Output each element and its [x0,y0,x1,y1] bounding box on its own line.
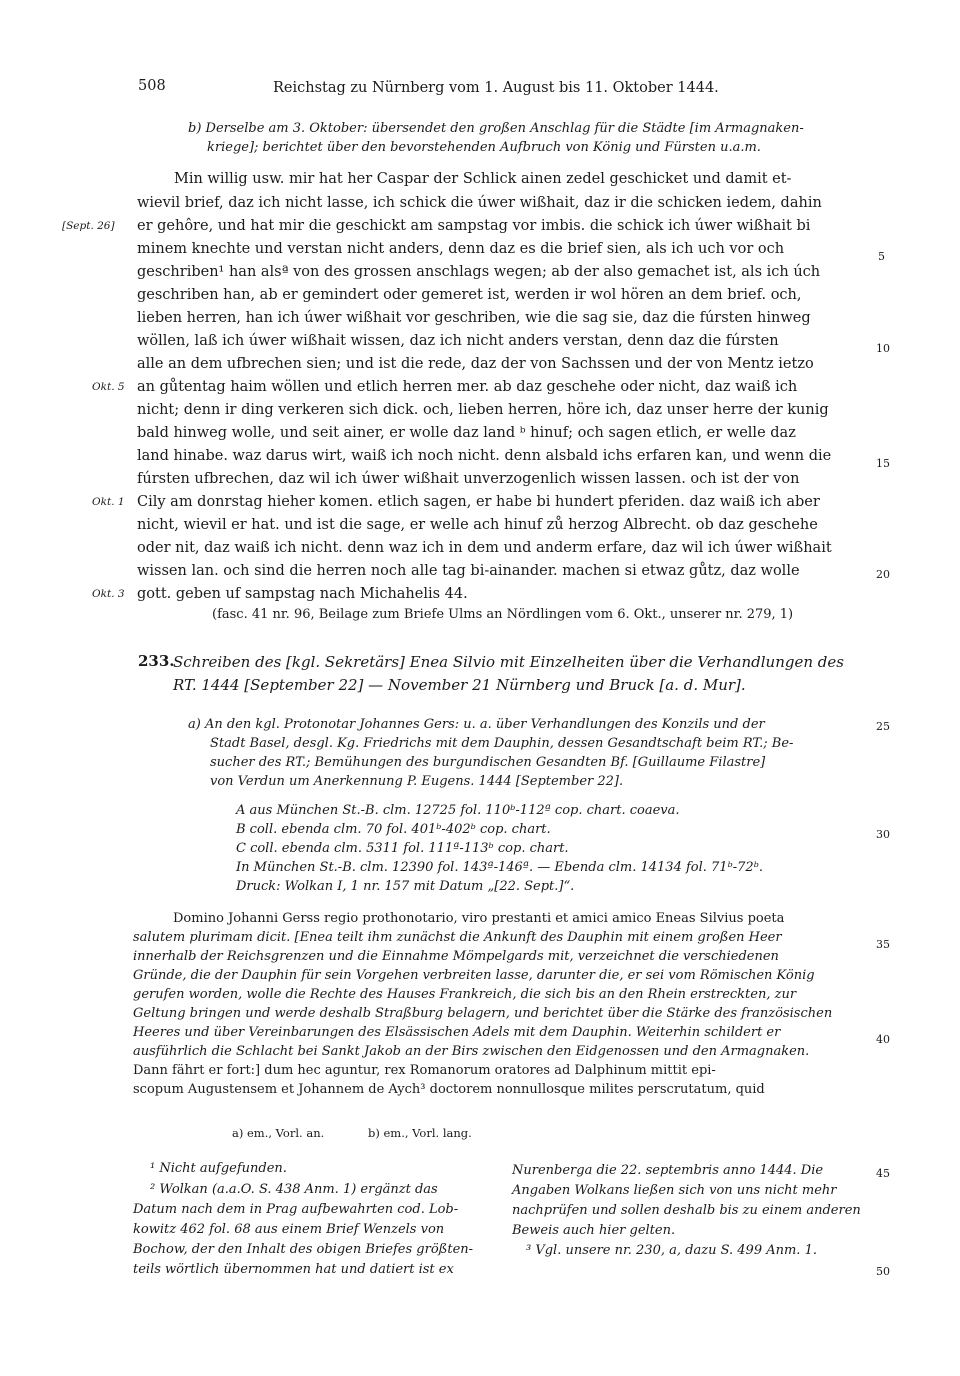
text-line: nicht, wievil er hat. und ist die sage, er welle ach hinuf zů herzog Albrecht. ob daz geschehe [137,517,818,533]
text-line: geschriben han, ab er gemindert oder gemeret ist, werden ir wol hören an dem brief. och, [137,287,802,303]
margin-date: [Sept. 26] [62,220,115,232]
body-line: Dann fährt er fort:] dum hec aguntur, rex Romanorum oratores ad Dalphinum mittit epi- [133,1063,716,1078]
text-line: wissen lan. och sind die herren noch alle tag bi-ainander. machen si etwaz gůtz, daz wolle [137,563,800,579]
page-number: 508 [138,78,166,94]
body-line: scopum Augustensem et Johannem de Aych³ doctorem nonnullosque milites perscrutatum, quid [133,1082,765,1097]
part-b-heading-line-2: kriege]; berichtet über den bevorstehenden Aufbruch von König und Fürsten u.a.m. [207,140,761,155]
text-line: Min willig usw. mir hat her Caspar der Schlick ainen zedel geschicket und damit et- [174,171,792,187]
text-line: lieben herren, han ich úwer wißhait vor geschriben, wie die sag sie, daz die fúrsten hinweg [137,310,811,326]
line-number: 50 [876,1265,890,1278]
section-number: 233. [138,652,175,670]
footnote-line: teils wörtlich übernommen hat und datiert ist ex [133,1262,454,1277]
apparatus-note-a: a) em., Vorl. an. [232,1126,325,1140]
sub-a-line: Stadt Basel, desgl. Kg. Friedrichs mit dem Dauphin, dessen Gesandtschaft beim RT.; Be- [210,736,794,751]
body-line: salutem plurimam dicit. [Enea teilt ihm zunächst die Ankunft des Dauphin mit einem großen Heer [133,930,782,945]
text-line: an gůtentag haim wöllen und etlich herren mer. ab daz geschehe oder nicht, daz waiß ich [137,379,798,395]
line-number: 40 [876,1033,890,1046]
line-number: 25 [876,720,890,733]
line-number: 30 [876,828,890,841]
footnote-line: ¹ Nicht aufgefunden. [150,1161,287,1176]
footnote-line: Nurenberga die 22. septembris anno 1444. Die [512,1163,824,1178]
witness-line: A aus München St.-B. clm. 12725 fol. 110ᵇ-112ª cop. chart. coaeva. [236,803,680,818]
text-line: er gehôre, und hat mir die geschickt am sampstag vor imbis. die schick ich úwer wißhait bi [137,218,811,234]
source-note: (fasc. 41 nr. 96, Beilage zum Briefe Ulms an Nördlingen vom 6. Okt., unserer nr. 279, 1) [212,607,794,622]
footnote-line: Beweis auch hier gelten. [512,1223,676,1238]
text-line: geschriben¹ han alsª von des grossen anschlags wegen; ab der also gemachet ist, als ich úch [137,264,821,280]
text-line: fúrsten ufbrechen, daz wil ich úwer wißhait unverzogenlich wissen lassen. och ist der von [137,471,800,487]
margin-date: Okt. 1 [92,496,125,508]
body-line: Geltung bringen und werde deshalb Straßburg belagern, und berichtet über die Stärke des französischen [133,1006,833,1021]
section-title-line-1: Schreiben des [kgl. Sekretärs] Enea Silvio mit Einzelheiten über die Verhandlungen des [173,653,844,671]
sub-a-line: a) An den kgl. Protonotar Johannes Gers: u. a. über Verhandlungen des Konzils und der [188,717,765,732]
text-line: nicht; denn ir ding verkeren sich dick. och, lieben herren, höre ich, daz unser herre der kunig [137,402,829,418]
text-line: minem knechte und verstan nicht anders, denn daz es die brief sien, als ich uch vor och [137,241,785,257]
footnote-line: kowitz 462 fol. 68 aus einem Brief Wenzels von [133,1222,445,1237]
sub-a-line: von Verdun um Anerkennung P. Eugens. 1444 [September 22]. [210,774,624,789]
sub-a-line: sucher des RT.; Bemühungen des burgundischen Gesandten Bf. [Guillaume Filastre] [210,755,766,770]
line-number: 35 [876,938,890,951]
line-number: 15 [876,457,890,470]
line-number: 45 [876,1167,890,1180]
margin-date: Okt. 3 [92,588,125,600]
line-number: 5 [878,250,885,263]
line-number: 20 [876,568,890,581]
text-line: oder nit, daz waiß ich nicht. denn waz ich in dem und anderm erfare, daz wil ich úwer wißhait [137,540,832,556]
text-line: gott. geben uf sampstag nach Michahelis 44. [137,586,468,602]
body-line: Gründe, die der Dauphin für sein Vorgehen verbreiten lasse, darunter die, er sei vom Römischen König [133,968,815,983]
text-line: land hinabe. waz darus wirt, waiß ich noch nicht. denn alsbald ichs erfaren kan, und wenn die [137,448,832,464]
footnote-line: ² Wolkan (a.a.O. S. 438 Anm. 1) ergänzt das [150,1182,438,1197]
text-line: wöllen, laß ich úwer wißhait wissen, daz ich nicht anders verstan, denn daz die fúrsten [137,333,779,349]
witness-line: B coll. ebenda clm. 70 fol. 401ᵇ-402ᵇ cop. chart. [236,822,551,837]
witness-line: C coll. ebenda clm. 5311 fol. 111ª-113ᵇ cop. chart. [236,841,569,856]
text-line: wievil brief, daz ich nicht lasse, ich schick die úwer wißhait, daz ir die schicken iedem, dahin [137,195,822,211]
part-b-heading-line-1: b) Derselbe am 3. Oktober: übersendet den großen Anschlag für die Städte [im Armagnaken- [188,121,804,136]
body-line: ausführlich die Schlacht bei Sankt Jakob an der Birs zwischen den Eidgenossen und den Armagnaken. [133,1044,810,1059]
footnote-line: ³ Vgl. unsere nr. 230, a, dazu S. 499 Anm. 1. [526,1243,817,1258]
margin-date: Okt. 5 [92,381,125,393]
running-title: Reichstag zu Nürnberg vom 1. August bis 11. Oktober 1444. [273,80,719,96]
witness-line: In München St.-B. clm. 12390 fol. 143ª-146ª. — Ebenda clm. 14134 fol. 71ᵇ-72ᵇ. [236,860,764,875]
footnote-line: Datum nach dem in Prag aufbewahrten cod. Lob- [133,1202,459,1217]
body-line: Heeres und über Vereinbarungen des Elsässischen Adels mit dem Dauphin. Weiterhin schildert er [133,1025,781,1040]
apparatus-note-b: b) em., Vorl. lang. [368,1126,472,1140]
text-line: Cily am donrstag hieher komen. etlich sagen, er habe bi hundert pferiden. daz waiß ich aber [137,494,820,510]
footnote-line: Angaben Wolkans ließen sich von uns nicht mehr [512,1183,837,1198]
footnote-line: Bochow, der den Inhalt des obigen Briefes größten- [133,1242,474,1257]
footnote-line: nachprüfen und sollen deshalb bis zu einem anderen [512,1203,861,1218]
section-title-line-2: RT. 1444 [September 22] — November 21 Nürnberg und Bruck [a. d. Mur]. [173,676,746,694]
line-number: 10 [876,342,890,355]
witness-line: Druck: Wolkan I, 1 nr. 157 mit Datum „[22. Sept.]“. [236,879,575,894]
text-line: bald hinweg wolle, und seit ainer, er wolle daz land ᵇ hinuf; och sagen etlich, er welle daz [137,425,796,441]
body-line: Domino Johanni Gerss regio prothonotario, viro prestanti et amici amico Eneas Silvius poeta [173,911,785,926]
body-line: innerhalb der Reichsgrenzen und die Einnahme Mömpelgards mit, verzeichnet die verschiedenen [133,949,779,964]
text-line: alle an dem ufbrechen sien; und ist die rede, daz der von Sachssen und der von Mentz ietzo [137,356,814,372]
body-line: gerufen worden, wolle die Rechte des Hauses Frankreich, die sich bis an den Rhein erstreckten, zur [133,987,797,1002]
